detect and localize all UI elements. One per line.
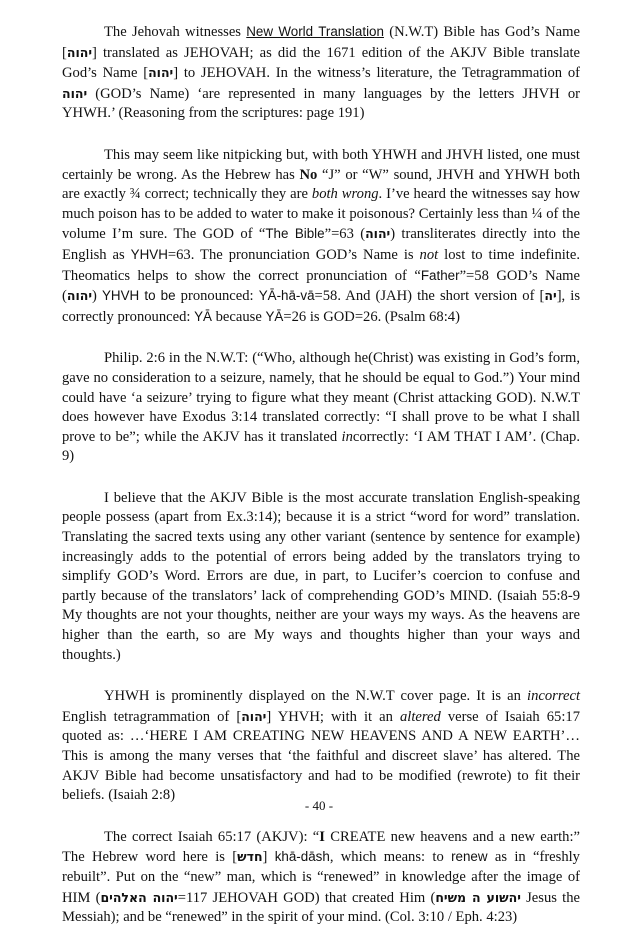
text-run: YHVH to be bbox=[101, 288, 176, 304]
paragraph bbox=[62, 828, 580, 928]
text-run: . I’ve heard the witnesses say how much poison has to be added to water to make it poisonous? Certainly less than ¼ of the volume I’m sure. The GOD of “ bbox=[62, 186, 581, 243]
hebrew-text: יהשוע ה משיח bbox=[435, 889, 521, 905]
paragraph bbox=[62, 146, 580, 327]
text-run: =63. The pronunciation GOD’s Name is bbox=[167, 246, 420, 263]
text-run: New World Translation bbox=[246, 24, 384, 39]
text-run: YĀ bbox=[194, 308, 212, 324]
paragraph bbox=[62, 489, 580, 665]
body-text bbox=[62, 22, 580, 928]
text-run: Father bbox=[420, 267, 460, 283]
text-run: Philip. 2:6 in the N.W.T: (“Who, although he(Christ) was existing in God’s form, gave no consideration to a seizure, namely, that he should be equal to God.”) Your mind could have ‘a seizure’ trying to figure what they meant (Christ attacking GOD). N.W.T does however have Exodus 3:14 translated correctly: “I shall prove to be what I shall prove to be”; while the AKJV has it translated bbox=[62, 350, 580, 445]
text-run: because bbox=[211, 308, 266, 325]
paragraph bbox=[62, 349, 580, 467]
text-run: =117 JEHOVAH GOD) that created Him ( bbox=[177, 889, 436, 906]
hebrew-text: יהוה bbox=[148, 65, 174, 81]
hebrew-text: חדש bbox=[237, 849, 263, 865]
text-run: (N.W.T) Bible has God’s Name [ bbox=[62, 24, 580, 61]
text-run: YHVH bbox=[130, 246, 168, 262]
text-run: ] translated as JEHOVAH; as did the 1671 edition of the AKJV Bible translate God’s Name [ bbox=[62, 44, 580, 82]
hebrew-text: יהוה bbox=[66, 288, 93, 304]
text-run: not bbox=[419, 246, 439, 263]
text-run: ] bbox=[262, 849, 275, 866]
text-run: I bbox=[319, 828, 325, 845]
text-run: “J” or “W” sound, JHVH and YHWH both are exactly ¾ correct; technically they are bbox=[62, 166, 581, 203]
text-run: CREATE new heavens and a new earth:” The Hebrew word here is [ bbox=[62, 828, 580, 866]
text-run: ”=58 GOD’s Name ( bbox=[62, 267, 581, 305]
text-run: Jesus the Messiah); and be “renewed” in the spirit of your mind. (Col. 3:10 / Eph. 4:23) bbox=[62, 889, 580, 926]
text-run: , which means: to bbox=[329, 849, 452, 866]
hebrew-text: יהוה bbox=[365, 226, 391, 242]
hebrew-text: יהוה bbox=[241, 708, 267, 724]
text-run: verse of Isaiah 65:17 quoted as: …‘HERE I AM CREATING NEW HEAVENS AND A NEW EARTH’… This is among the many verses that ‘the faithful and discreet slave’ has altered. The AKJV Bible had become unsatisfactory and had to be modified (rewrote) to fit their beliefs. (Isaiah 2:8) bbox=[62, 708, 580, 804]
paragraph bbox=[62, 22, 580, 124]
text-run: ], is correctly pronounced: bbox=[62, 288, 581, 325]
text-run: The Jehovah witnesses bbox=[104, 24, 247, 40]
text-run: This may seem like nitpicking but, with both YHWH and JHVH listed, one must certainly be wrong. As the Hebrew has bbox=[62, 146, 580, 183]
text-run: altered bbox=[399, 708, 441, 725]
hebrew-text: יהוה האלהים bbox=[100, 889, 178, 905]
text-run: ] YHVH; with it an bbox=[266, 708, 400, 725]
text-run: lost to time indefinite. Theomatics helps to show the correct pronunciation of “ bbox=[62, 246, 580, 284]
hebrew-text: יה bbox=[544, 288, 557, 304]
text-run: The correct Isaiah 65:17 (AKJV): “ bbox=[104, 828, 320, 845]
text-run: ) transliterates directly into the English as bbox=[62, 226, 581, 263]
hebrew-text: יהוה bbox=[66, 44, 93, 60]
paragraph bbox=[62, 687, 580, 806]
text-run: English tetragrammation of [ bbox=[62, 708, 242, 725]
text-run: ] to JEHOVAH. In the witness’s literature, the Tetragrammation of bbox=[173, 65, 580, 82]
text-run: ) bbox=[92, 288, 102, 305]
text-run: (GOD’s Name) ‘are represented in many languages by the letters JHVH or YHWH.’ (Reasoning from the scriptures: page 191) bbox=[62, 85, 580, 122]
page-number: - 40 - bbox=[304, 798, 334, 813]
text-run: pronounced: bbox=[175, 288, 259, 305]
text-run: No bbox=[299, 166, 318, 183]
text-run: renew bbox=[451, 849, 488, 865]
text-run: YĀ bbox=[265, 308, 284, 324]
text-run: in bbox=[341, 428, 353, 445]
text-run: khā-dāsh bbox=[274, 849, 330, 865]
text-run: as in “freshly rebuilt”. Put on the “new” man, which is “renewed” in knowledge after the image of HIM ( bbox=[62, 849, 580, 906]
text-run: incorrect bbox=[527, 688, 580, 705]
text-run: The Bible bbox=[265, 226, 325, 242]
text-run: ”=63 ( bbox=[324, 226, 366, 243]
text-run: both wrong bbox=[311, 186, 379, 203]
text-run: =26 is GOD=26. (Psalm 68:4) bbox=[283, 308, 460, 325]
text-run: =58. And (JAH) the short version of [ bbox=[314, 288, 545, 305]
text-run: YHWH is prominently displayed on the N.W.T cover page. It is an bbox=[104, 688, 528, 705]
text-run: YĀ-hā-vā bbox=[258, 288, 315, 304]
text-run: correctly: ‘I AM THAT I AM’. (Chap. 9) bbox=[62, 428, 580, 465]
hebrew-text: יהוה bbox=[62, 85, 88, 101]
text-run: I believe that the AKJV Bible is the most accurate translation English-speaking people possess (apart from Ex.3:14); because it is a strict “word for word” translation. Translating the sacred texts using any other variant (sentence by sentence for example) increasingly adds to the potential of errors being added by the translators trying to simplify GOD’s Word. Errors are due, in part, to Lucifer’s coercion to confuse and partly because of the translators’ lack of comprehending GOD’s MIND. (Isaiah 55:8-9 My thoughts are not your thoughts, neither are your ways my ways. As the heavens are higher than the earth, so are My ways and thoughts higher than your ways and thoughts.) bbox=[62, 489, 580, 663]
